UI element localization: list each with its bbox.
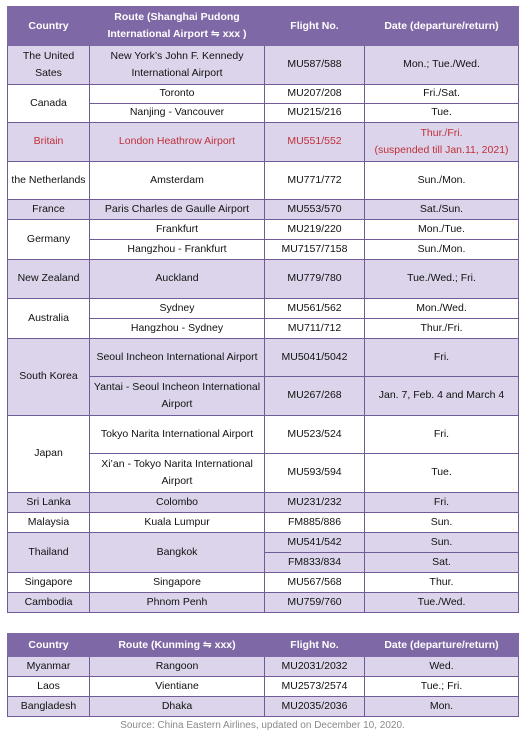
date-cell: Thur. bbox=[365, 573, 519, 593]
table-row bbox=[8, 299, 519, 319]
route-cell: Auckland bbox=[90, 260, 265, 299]
table-row bbox=[8, 697, 519, 717]
date-cell: Sat./Sun. bbox=[365, 200, 519, 220]
header-date: Date (departure/return) bbox=[365, 7, 519, 46]
country-cell: Bangladesh bbox=[8, 697, 90, 717]
table-row bbox=[8, 677, 519, 697]
date-cell: Tue.; Fri. bbox=[365, 677, 519, 697]
header-route: Route (Shanghai Pudong International Airport ⇋ xxx ) bbox=[90, 7, 265, 46]
country-cell: France bbox=[8, 200, 90, 220]
table-row bbox=[8, 339, 519, 377]
flight-cell: MU2031/2032 bbox=[265, 657, 365, 677]
date-cell: Mon.; Tue./Wed. bbox=[365, 46, 519, 85]
route-cell: Tokyo Narita International Airport bbox=[90, 416, 265, 454]
source-note: Source: China Eastern Airlines, updated on December 10, 2020. bbox=[120, 720, 405, 731]
country-cell: Laos bbox=[8, 677, 90, 697]
route-cell: Hangzhou - Sydney bbox=[90, 319, 265, 339]
country-cell: Germany bbox=[8, 220, 90, 260]
date-cell: Fri. bbox=[365, 493, 519, 513]
route-cell: Kuala Lumpur bbox=[90, 513, 265, 533]
table-row bbox=[8, 162, 519, 200]
country-cell: South Korea bbox=[8, 339, 90, 416]
route-cell: Vientiane bbox=[90, 677, 265, 697]
date-cell: Fri./Sat. bbox=[365, 85, 519, 104]
country-cell: Cambodia bbox=[8, 593, 90, 613]
date-cell: Jan. 7, Feb. 4 and March 4 bbox=[365, 377, 519, 416]
table-row bbox=[8, 593, 519, 613]
flight-cell: MU523/524 bbox=[265, 416, 365, 454]
route-cell: Yantai - Seoul Incheon International Airport bbox=[90, 377, 265, 416]
route-cell: Seoul Incheon International Airport bbox=[90, 339, 265, 377]
date-cell: Sun./Mon. bbox=[365, 240, 519, 260]
route-cell: Rangoon bbox=[90, 657, 265, 677]
suspension-note: (suspended till Jan.11, 2021) bbox=[374, 144, 509, 156]
date-cell: Mon./Wed. bbox=[365, 299, 519, 319]
route-cell: Paris Charles de Gaulle Airport bbox=[90, 200, 265, 220]
flight-cell: MU553/570 bbox=[265, 200, 365, 220]
country-cell: Singapore bbox=[8, 573, 90, 593]
flight-cell: MU711/712 bbox=[265, 319, 365, 339]
header-country: Country bbox=[8, 634, 90, 657]
country-cell: Malaysia bbox=[8, 513, 90, 533]
route-cell: Frankfurt bbox=[90, 220, 265, 240]
table-row bbox=[8, 493, 519, 513]
country-cell: The United Sates bbox=[8, 46, 90, 85]
table-row bbox=[8, 416, 519, 454]
date-cell: Tue. bbox=[365, 104, 519, 123]
flight-cell: MU2573/2574 bbox=[265, 677, 365, 697]
table-row bbox=[8, 123, 519, 162]
flight-cell: MU231/232 bbox=[265, 493, 365, 513]
table-row bbox=[8, 513, 519, 533]
table-row bbox=[8, 260, 519, 299]
country-cell: Sri Lanka bbox=[8, 493, 90, 513]
date-cell: Tue./Wed.; Fri. bbox=[365, 260, 519, 299]
flight-cell: MU215/216 bbox=[265, 104, 365, 123]
flight-cell: MU207/208 bbox=[265, 85, 365, 104]
date-cell: Sat. bbox=[365, 553, 519, 573]
header-flight-no: Flight No. bbox=[265, 7, 365, 46]
flight-cell: MU5041/5042 bbox=[265, 339, 365, 377]
flight-cell: MU267/268 bbox=[265, 377, 365, 416]
table-row bbox=[8, 46, 519, 85]
date-cell: Thur./Fri. bbox=[365, 319, 519, 339]
header-flight-no: Flight No. bbox=[265, 634, 365, 657]
flight-cell: MU779/780 bbox=[265, 260, 365, 299]
country-cell: Australia bbox=[8, 299, 90, 339]
date-cell: Mon./Tue. bbox=[365, 220, 519, 240]
flight-cell: MU561/562 bbox=[265, 299, 365, 319]
route-cell: New York’s John F. Kennedy International Airport bbox=[90, 46, 265, 85]
flight-cell: MU551/552 bbox=[265, 123, 365, 162]
table-row bbox=[8, 573, 519, 593]
route-cell: Dhaka bbox=[90, 697, 265, 717]
flight-cell: FM833/834 bbox=[265, 553, 365, 573]
flights-table-shanghai bbox=[7, 6, 518, 613]
table-row bbox=[8, 200, 519, 220]
date-cell bbox=[365, 123, 519, 162]
date-cell: Sun./Mon. bbox=[365, 162, 519, 200]
flight-cell: MU7157/7158 bbox=[265, 240, 365, 260]
route-cell: Singapore bbox=[90, 573, 265, 593]
route-cell: London Heathrow Airport bbox=[90, 123, 265, 162]
date-cell: Sun. bbox=[365, 513, 519, 533]
header-route: Route (Kunming ⇋ xxx) bbox=[90, 634, 265, 657]
date-cell: Wed. bbox=[365, 657, 519, 677]
country-cell: New Zealand bbox=[8, 260, 90, 299]
header-country: Country bbox=[8, 7, 90, 46]
date-cell: Mon. bbox=[365, 697, 519, 717]
flight-cell: MU587/588 bbox=[265, 46, 365, 85]
flight-cell: FM885/886 bbox=[265, 513, 365, 533]
table-header-row bbox=[8, 634, 519, 657]
table-row bbox=[8, 220, 519, 240]
flight-cell: MU219/220 bbox=[265, 220, 365, 240]
flight-cell: MU541/542 bbox=[265, 533, 365, 553]
route-cell: Phnom Penh bbox=[90, 593, 265, 613]
route-cell: Nanjing - Vancouver bbox=[90, 104, 265, 123]
table-row bbox=[8, 657, 519, 677]
date-cell: Tue. bbox=[365, 454, 519, 493]
route-cell: Amsterdam bbox=[90, 162, 265, 200]
flight-cell: MU593/594 bbox=[265, 454, 365, 493]
route-cell: Bangkok bbox=[90, 533, 265, 573]
route-cell: Colombo bbox=[90, 493, 265, 513]
date-cell: Sun. bbox=[365, 533, 519, 553]
country-cell: Thailand bbox=[8, 533, 90, 573]
flights-table-kunming bbox=[7, 633, 518, 717]
flight-cell: MU771/772 bbox=[265, 162, 365, 200]
flight-cell: MU567/568 bbox=[265, 573, 365, 593]
country-cell: Canada bbox=[8, 85, 90, 123]
route-cell: Hangzhou - Frankfurt bbox=[90, 240, 265, 260]
country-cell: Myanmar bbox=[8, 657, 90, 677]
table-row bbox=[8, 533, 519, 553]
route-cell: Xi’an - Tokyo Narita International Airport bbox=[90, 454, 265, 493]
table-row bbox=[8, 85, 519, 104]
country-cell: the Netherlands bbox=[8, 162, 90, 200]
route-cell: Toronto bbox=[90, 85, 265, 104]
flight-cell: MU759/760 bbox=[265, 593, 365, 613]
date-cell: Tue./Wed. bbox=[365, 593, 519, 613]
country-cell: Japan bbox=[8, 416, 90, 493]
date-text: Thur./Fri. bbox=[420, 126, 463, 139]
header-date: Date (departure/return) bbox=[365, 634, 519, 657]
date-cell: Fri. bbox=[365, 339, 519, 377]
table-header-row bbox=[8, 7, 519, 46]
route-cell: Sydney bbox=[90, 299, 265, 319]
date-cell: Fri. bbox=[365, 416, 519, 454]
flight-cell: MU2035/2036 bbox=[265, 697, 365, 717]
country-cell: Britain bbox=[8, 123, 90, 162]
